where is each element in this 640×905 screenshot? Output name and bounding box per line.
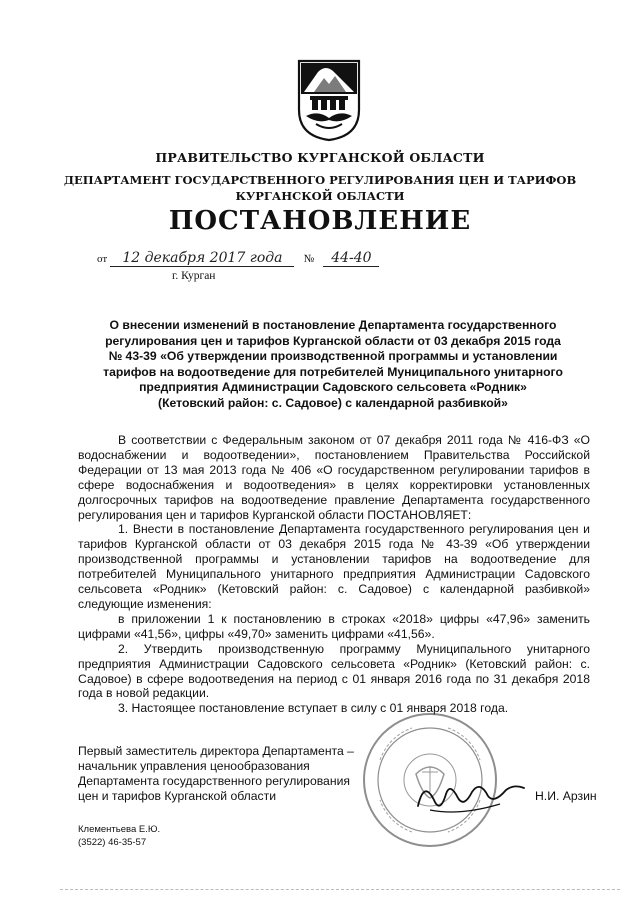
position-line: Департамента государственного регулирования: [78, 774, 350, 788]
executor-info: [78, 823, 160, 849]
subject-line: предприятия Администрации Садовского сельсовета «Родник»: [139, 380, 527, 394]
document-subject: [78, 318, 588, 411]
signatory-name: Н.И. Арзин: [535, 789, 597, 803]
item-1-subparagraph: в приложении 1 к постановлению в строках «2018» цифры «47,96» заменить цифрами «41,56», цифры «49,70» заменить цифрами «41,56».: [78, 611, 590, 641]
date-from-label: от: [97, 253, 108, 265]
executor-name: Клементьева Е.Ю.: [78, 824, 161, 835]
handwritten-signature-icon: [410, 770, 530, 820]
scan-edge-divider: [60, 889, 620, 890]
date-number-line: [97, 250, 379, 267]
signatory-position: [78, 744, 354, 804]
subject-line: регулирования цен и тарифов Курганской области от 03 декабря 2015 года: [105, 333, 561, 348]
document-type-title: ПОСТАНОВЛЕНИЕ: [168, 206, 472, 236]
coat-of-arms-icon: [296, 58, 362, 142]
place-of-issue: г. Курган: [172, 270, 216, 282]
item-1-paragraph: 1. Внести в постановление Департамента государственного регулирования цен и тарифов Курганской области от 03 декабря 2015 года № 43-39 «Об утверждении производственной программы и установлении тарифов на водоотведение для потребителей Муниципального унитарного предприятия Администрации Садовского сельсовета «Родник» (Кетовский район: с. Садовое) с календарной разбивкой» следующие изменения:: [78, 522, 590, 611]
subject-line: (Кетовский район: с. Садовое) с календарной разбивкой»: [158, 395, 508, 410]
item-3-paragraph: 3. Настоящее постановление вступает в силу с 01 января 2018 года.: [118, 701, 509, 716]
position-line: Первый заместитель директора Департамента –: [78, 744, 354, 758]
handwritten-number: 44-40: [323, 250, 379, 267]
item-2-paragraph: 2. Утвердить производственную программу Муниципального унитарного предприятия Администрации Садовского сельсовета «Родник» (Кетовский район: с. Садовое) в сфере водоотведения на период с 01 января 2016 года по 31 декабря 2018 года в новой редакции.: [78, 641, 590, 701]
executor-phone: (3522) 46-35-57: [78, 837, 147, 848]
document-body: [78, 433, 590, 716]
handwritten-date: 12 декабря 2017 года: [110, 250, 294, 267]
position-line: начальник управления ценообразования: [78, 759, 310, 773]
preamble-paragraph: В соответствии с Федеральным законом от 07 декабря 2011 года № 416-ФЗ «О водоснабжении и водоотведении», постановлением Правительства Российской Федерации от 13 мая 2013 года № 406 «О государственном регулировании тарифов в сфере водоснабжения и водоотведения» в целях корректировки установленных долгосрочных тарифов на водоотведение правление Департамента государственного регулирования цен и тарифов Курганской области ПОСТАНОВЛЯЕТ:: [78, 433, 590, 522]
department-line: КУРГАНСКОЙ ОБЛАСТИ: [235, 189, 405, 203]
department-line: ДЕПАРТАМЕНТ ГОСУДАРСТВЕННОГО РЕГУЛИРОВАНИЯ ЦЕН И ТАРИФОВ: [63, 173, 577, 187]
subject-line: № 43-39 «Об утверждении производственной программы и установлении: [108, 349, 558, 363]
number-label: №: [303, 253, 315, 265]
government-name: ПРАВИТЕЛЬСТВО КУРГАНСКОЙ ОБЛАСТИ: [155, 150, 485, 165]
subject-line: тарифов на водоотведение для потребителей Муниципального унитарного: [103, 364, 563, 379]
position-line: цен и тарифов Курганской области: [78, 789, 277, 803]
subject-line: О внесении изменений в постановление Департамента государственного: [109, 318, 557, 332]
department-name: [0, 172, 640, 204]
